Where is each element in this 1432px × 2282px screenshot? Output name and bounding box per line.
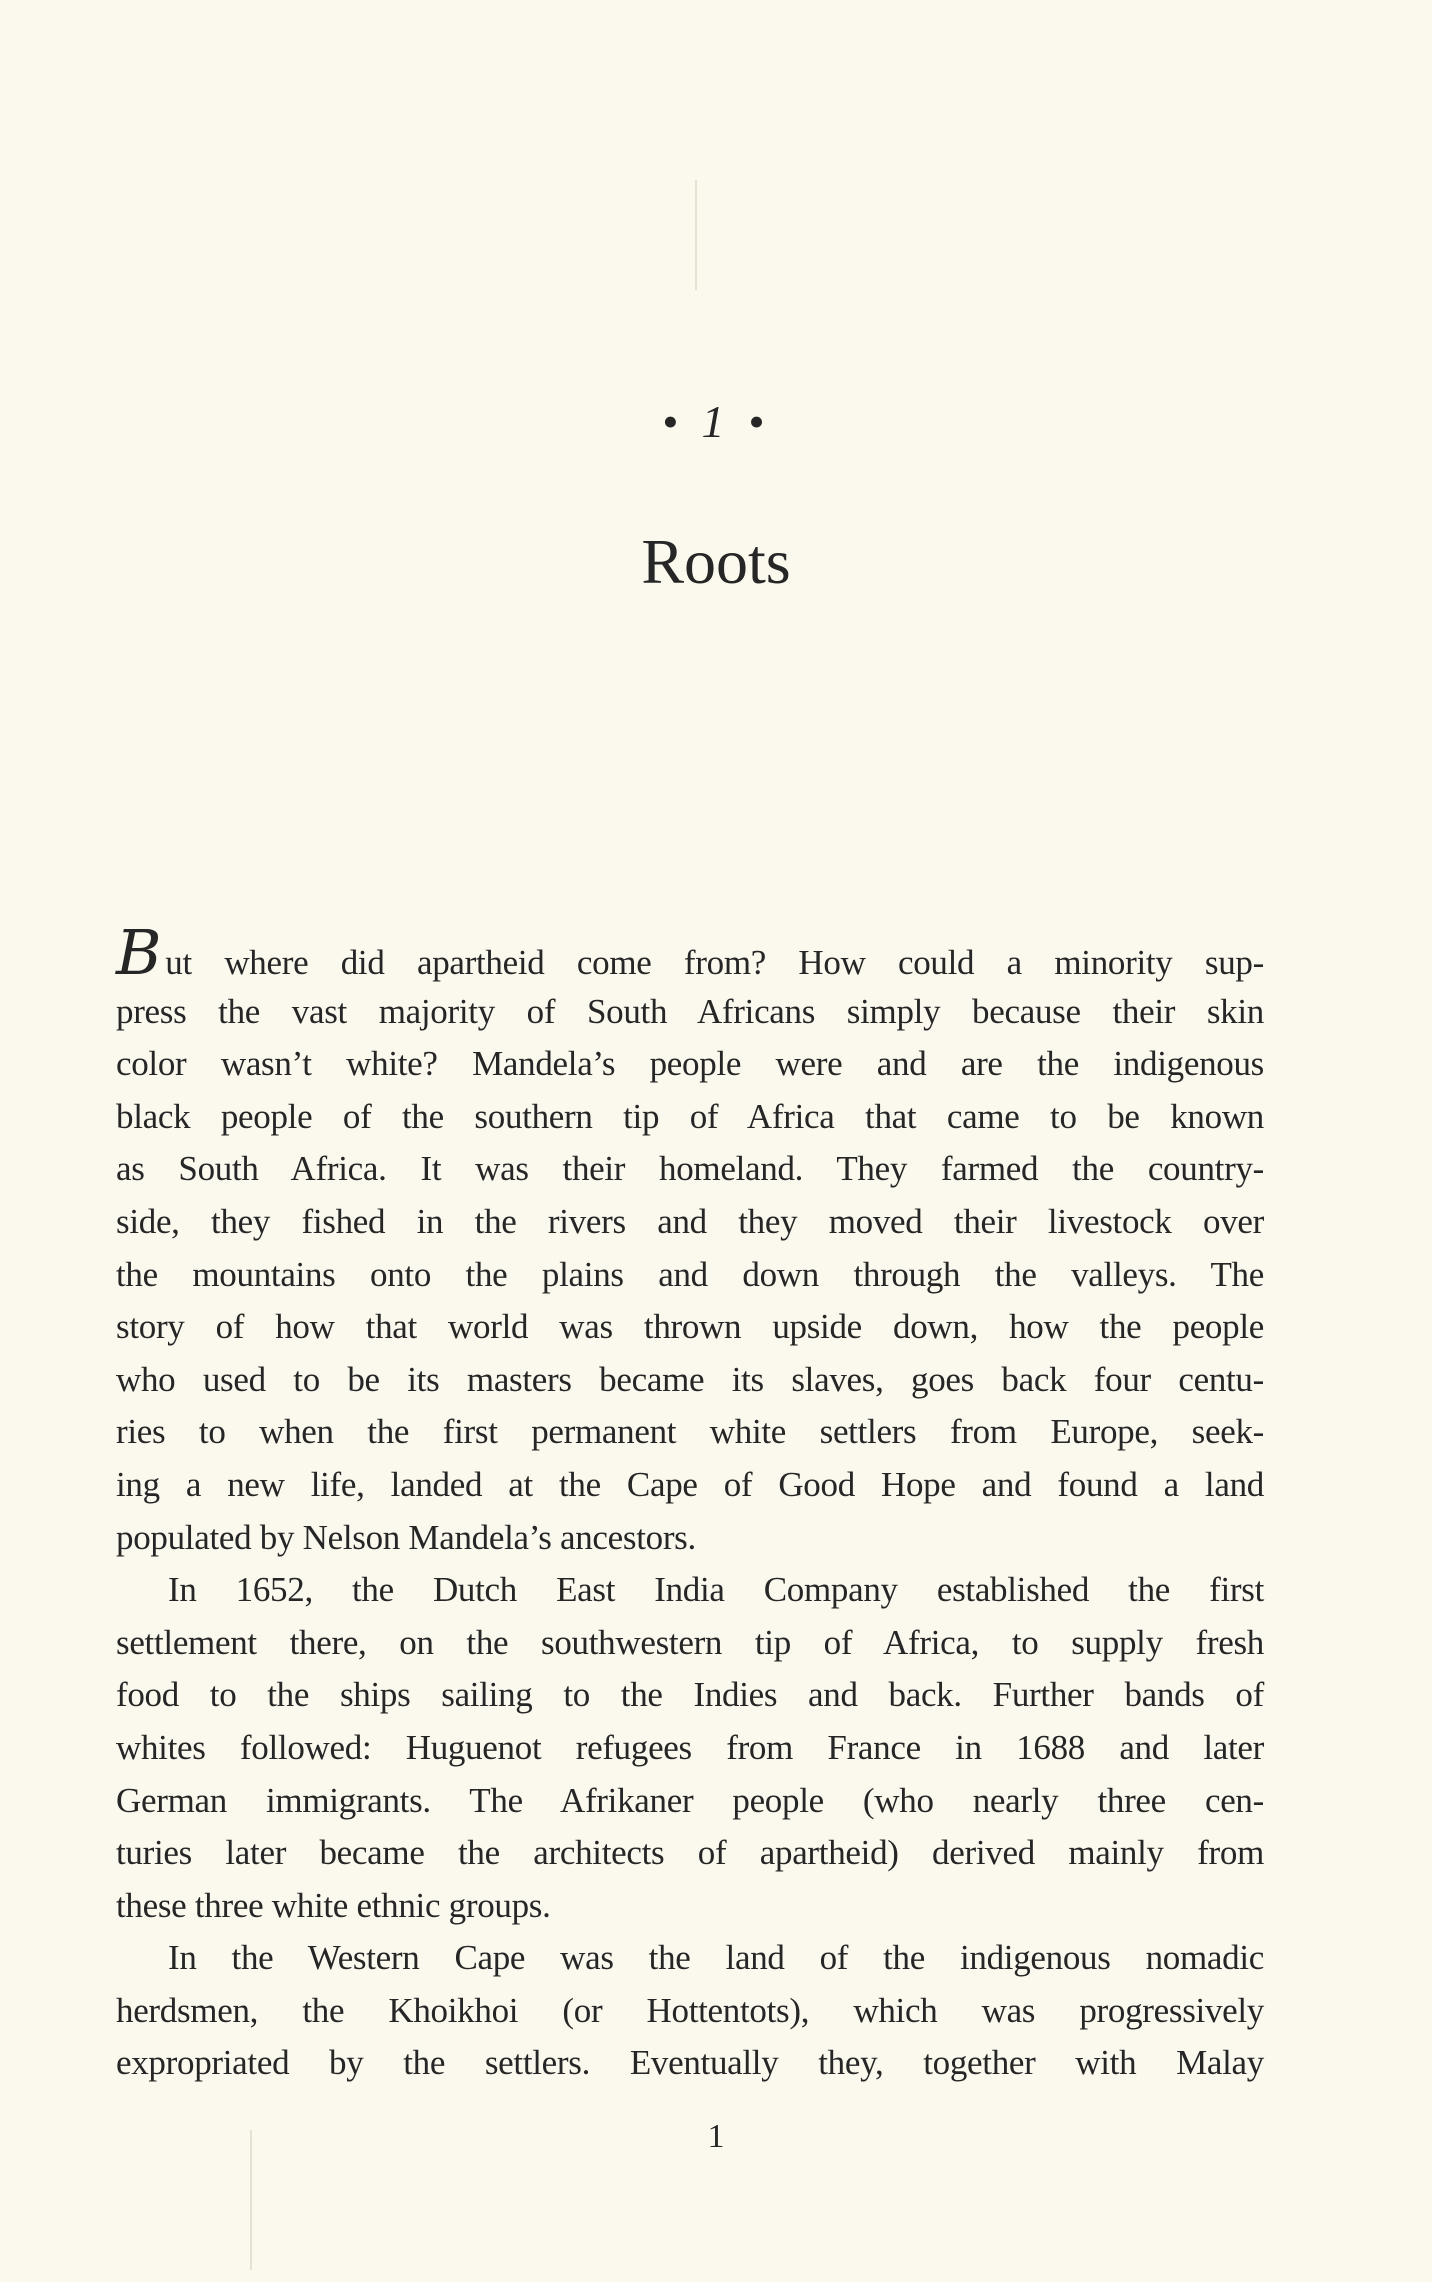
- scan-bleed-mark: [695, 180, 697, 290]
- text-line: color wasn’t white? Mandela’s people were and are the indigenous: [116, 1044, 1264, 1084]
- text-line: who used to be its masters became its slaves, goes back four centu-: [116, 1359, 1264, 1399]
- text-line: [116, 916, 1264, 989]
- text-line: herdsmen, the Khoikhoi (or Hottentots), which was progressively: [116, 1990, 1264, 2030]
- text-line: as South Africa. It was their homeland. They farmed the country-: [116, 1149, 1264, 1189]
- text-line: German immigrants. The Afrikaner people (who nearly three cen-: [116, 1780, 1264, 1820]
- text-line: whites followed: Huguenot refugees from France in 1688 and later: [116, 1727, 1264, 1767]
- text-line: In 1652, the Dutch East India Company established the first: [168, 1570, 1264, 1610]
- text-line: turies later became the architects of apartheid) derived mainly from: [116, 1833, 1264, 1873]
- drop-cap: B: [116, 916, 162, 989]
- text-line: populated by Nelson Mandela’s ancestors.: [116, 1517, 696, 1557]
- page-number: 1: [707, 2118, 725, 2155]
- paragraph: [116, 1564, 1264, 1932]
- text-line: side, they fished in the rivers and they moved their livestock over: [116, 1201, 1264, 1241]
- text-line: these three white ethnic groups.: [116, 1885, 551, 1925]
- paragraph: [116, 916, 1264, 1564]
- chapter-number: • 1 •: [661, 396, 771, 447]
- text-line: food to the ships sailing to the Indies and back. Further bands of: [116, 1675, 1264, 1715]
- text-line: ing a new life, landed at the Cape of Good Hope and found a land: [116, 1464, 1264, 1504]
- text-line: story of how that world was thrown upside down, how the people: [116, 1307, 1264, 1347]
- body-text: [116, 916, 1264, 2090]
- text-line: expropriated by the settlers. Eventually they, together with Malay: [116, 2043, 1264, 2083]
- chapter-title: Roots: [641, 526, 791, 597]
- text-line: settlement there, on the southwestern tip of Africa, to supply fresh: [116, 1622, 1264, 1662]
- text-line: black people of the southern tip of Africa that came to be known: [116, 1096, 1264, 1136]
- paragraph: [116, 1932, 1264, 2090]
- text-line: the mountains onto the plains and down through the valleys. The: [116, 1254, 1264, 1294]
- text-line-content: ut where did apartheid come from? How could a minority sup-: [165, 943, 1264, 982]
- text-line: ries to when the first permanent white settlers from Europe, seek-: [116, 1412, 1264, 1452]
- text-line: In the Western Cape was the land of the indigenous nomadic: [168, 1938, 1264, 1978]
- text-line: press the vast majority of South Africans simply because their skin: [116, 991, 1264, 1031]
